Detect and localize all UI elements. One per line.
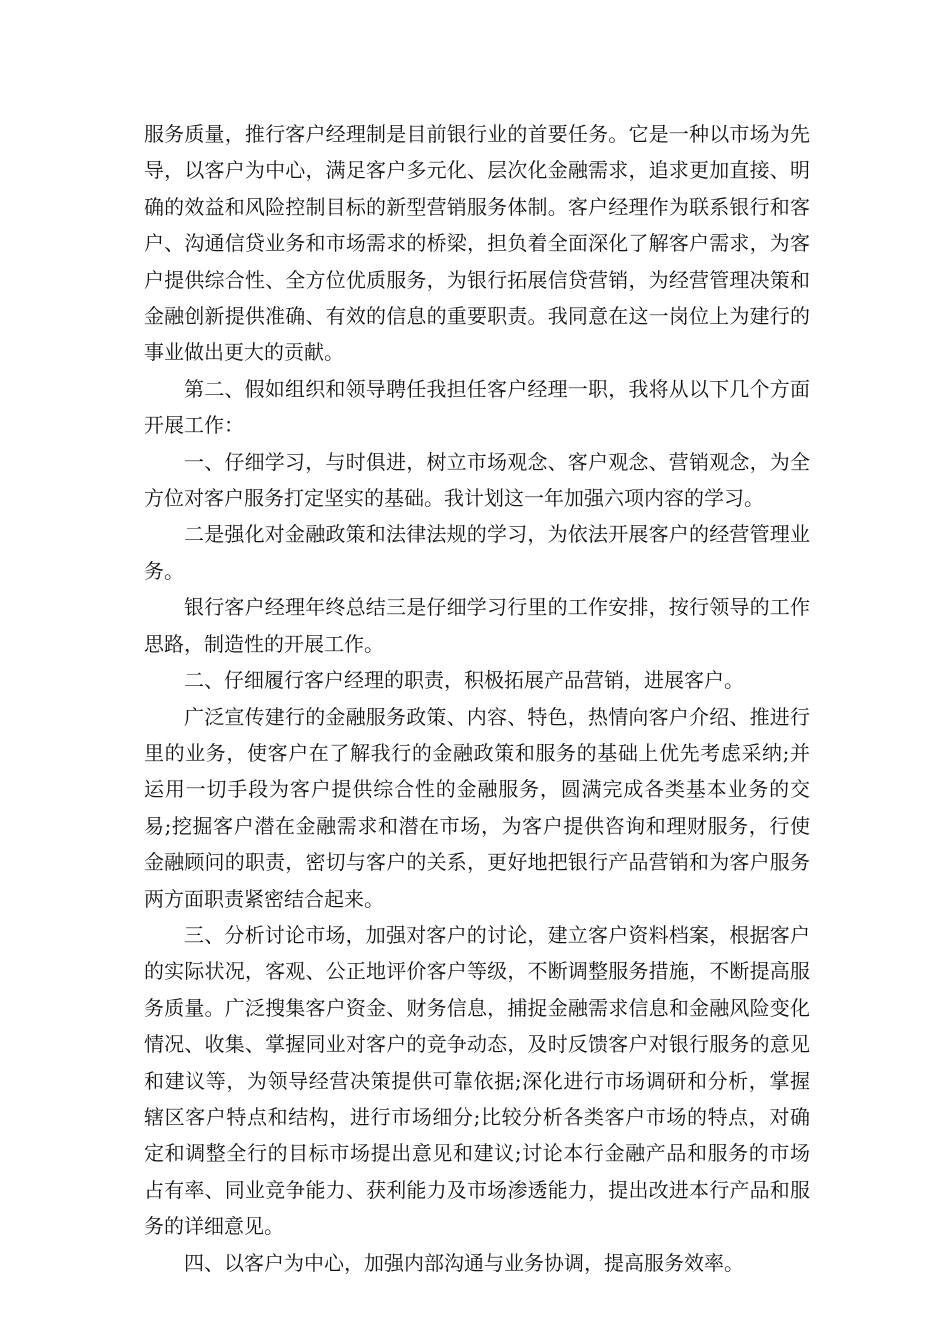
paragraph-2: 第二、假如组织和领导聘任我担任客户经理一职，我将从以下几个方面开展工作：: [144, 376, 810, 438]
paragraph-9: 四、以客户为中心，加强内部沟通与业务协调，提高服务效率。: [184, 1250, 744, 1275]
paragraph-1: 服务质量，推行客户经理制是目前银行业的首要任务。它是一种以市场为先导，以客户为中心，满足客户多元化、层次化金融需求，追求更加直接、明确的效益和风险控制目标的新型营销服务体制。客户经理作为联系银行和客户、沟通信贷业务和市场需求的桥梁，担负着全面深化了解客户需求，为客户提供综合性、全方位优质服务，为银行拓展信贷营销，为经营管理决策和金融创新提供准确、有效的信息的重要职责。我同意在这一岗位上为建行的事业做出更大的贡献。: [144, 122, 810, 365]
paragraph-3: 一、仔细学习，与时俱进，树立市场观念、客户观念、营销观念，为全方位对客户服务打定坚实的基础。我计划这一年加强六项内容的学习。: [144, 449, 810, 511]
document-body: [144, 116, 810, 1281]
paragraph-6: 二、仔细履行客户经理的职责，积极拓展产品营销，进展客户。: [184, 668, 744, 693]
paragraph-4: 二是强化对金融政策和法律法规的学习，为依法开展客户的经营管理业务。: [144, 522, 810, 583]
paragraph-8: 三、分析讨论市场，加强对客户的讨论，建立客户资料档案，根据客户的实际状况，客观、公正地评价客户等级，不断调整服务措施，不断提高服务质量。广泛搜集客户资金、财务信息，捕捉金融需求信息和金融风险变化情况、收集、掌握同业对客户的竞争动态，及时反馈客户对银行服务的意见和建议等，为领导经营决策提供可靠依据;深化进行市场调研和分析，掌握辖区客户特点和结构，进行市场细分;比较分析各类客户市场的特点，对确定和调整全行的目标市场提出意见和建议;讨论本行金融产品和服务的市场占有率、同业竞争能力、获利能力及市场渗透能力，提出改进本行产品和服务的详细意见。: [144, 922, 810, 1239]
paragraph-7: 广泛宣传建行的金融服务政策、内容、特色，热情向客户介绍、推进行里的业务，使客户在了解我行的金融政策和服务的基础上优先考虑采纳;并运用一切手段为客户提供综合性的金融服务，圆满完成各类基本业务的交易;挖掘客户潜在金融需求和潜在市场，为客户提供咨询和理财服务，行使金融顾问的职责，密切与客户的关系，更好地把银行产品营销和为客户服务两方面职责紧密结合起来。: [144, 704, 810, 911]
paragraph-5: 银行客户经理年终总结三是仔细学习行里的工作安排，按行领导的工作思路，制造性的开展工作。: [144, 595, 810, 656]
